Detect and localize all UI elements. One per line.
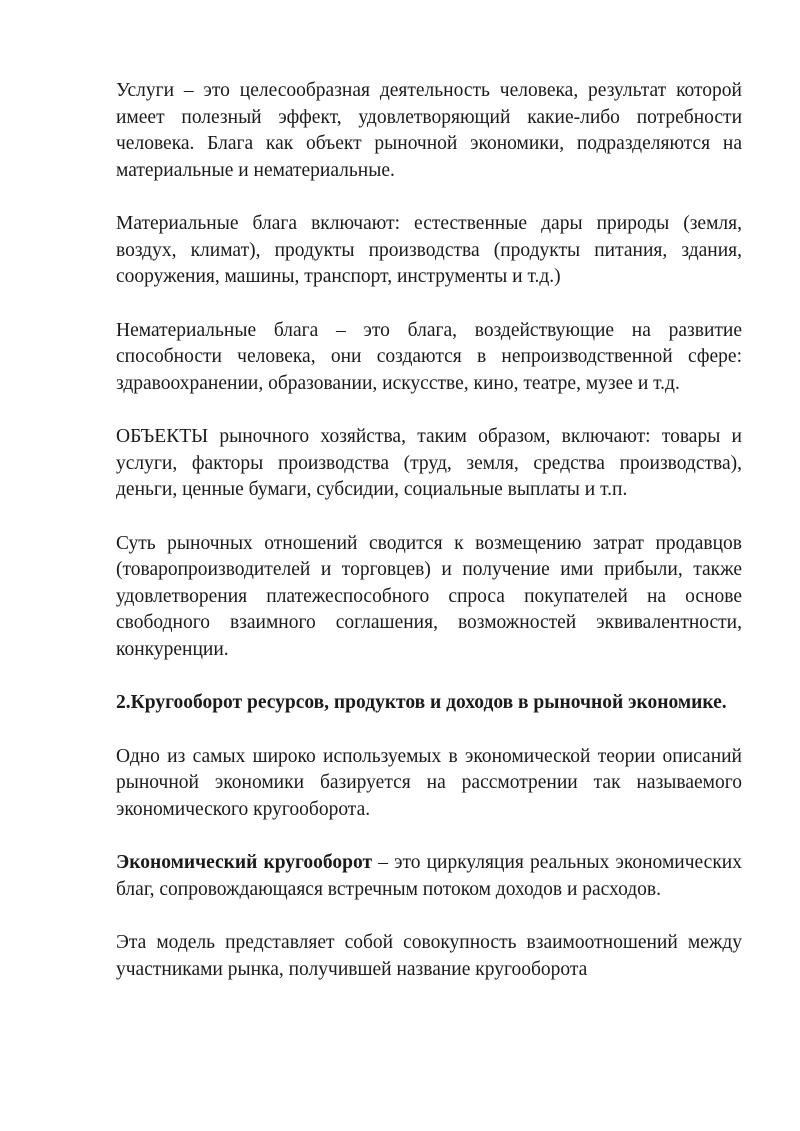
paragraph-immaterial-goods: Нематериальные блага – это блага, воздействующие на развитие способности человека, они создаются в непроизводственной сфере: здравоохранении, образовании, искусстве, кино, театре, музее и т.д.: [116, 319, 742, 394]
paragraph-market-relations: Суть рыночных отношений сводится к возмещению затрат продавцов (товаропроизводителей и торговцев) и получение ими прибыли, также удовлетворения платежеспособного спроса покупателей на основе свободного взаимного соглашения, возможностей эквивалентности, конкуренции.: [116, 532, 742, 660]
definition-term: Экономический кругооборот: [116, 852, 373, 873]
paragraph-material-goods: Материальные блага включают: естественные дары природы (земля, воздух, климат), продукты производства (продукты питания, здания, сооружения, машины, транспорт, инструменты и т.д.): [116, 213, 742, 287]
paragraph-circular-flow-intro: Одно из самых широко используемых в экономической теории описаний рыночной экономики базируется на рассмотрении так называемого экономического кругооборота.: [116, 745, 742, 820]
definition-text: – это циркуляция реальных экономических благ, сопровождающаяся встречным потоком доходов и расходов.: [116, 852, 742, 900]
paragraph-services: Услуги – это целесообразная деятельность человека, результат которой имеет полезный эффект, удовлетворяющий какие-либо потребности человека. Блага как объект рыночной экономики, подразделяются на материальные и нематериальные.: [116, 80, 742, 181]
document-page: [116, 78, 742, 1010]
paragraph-market-objects: ОБЪЕКТЫ рыночного хозяйства, таким образом, включают: товары и услуги, факторы производства (труд, земля, средства производства), деньги, ценные бумаги, субсидии, социальные выплаты и т.п.: [116, 426, 742, 500]
section-heading: 2.Кругооборот ресурсов, продуктов и доходов в рыночной экономике.: [116, 692, 727, 713]
paragraph-model: Эта модель представляет собой совокупность взаимоотношений между участниками рынка, получившей название кругооборота: [116, 932, 742, 980]
paragraph-definition: [116, 850, 742, 903]
